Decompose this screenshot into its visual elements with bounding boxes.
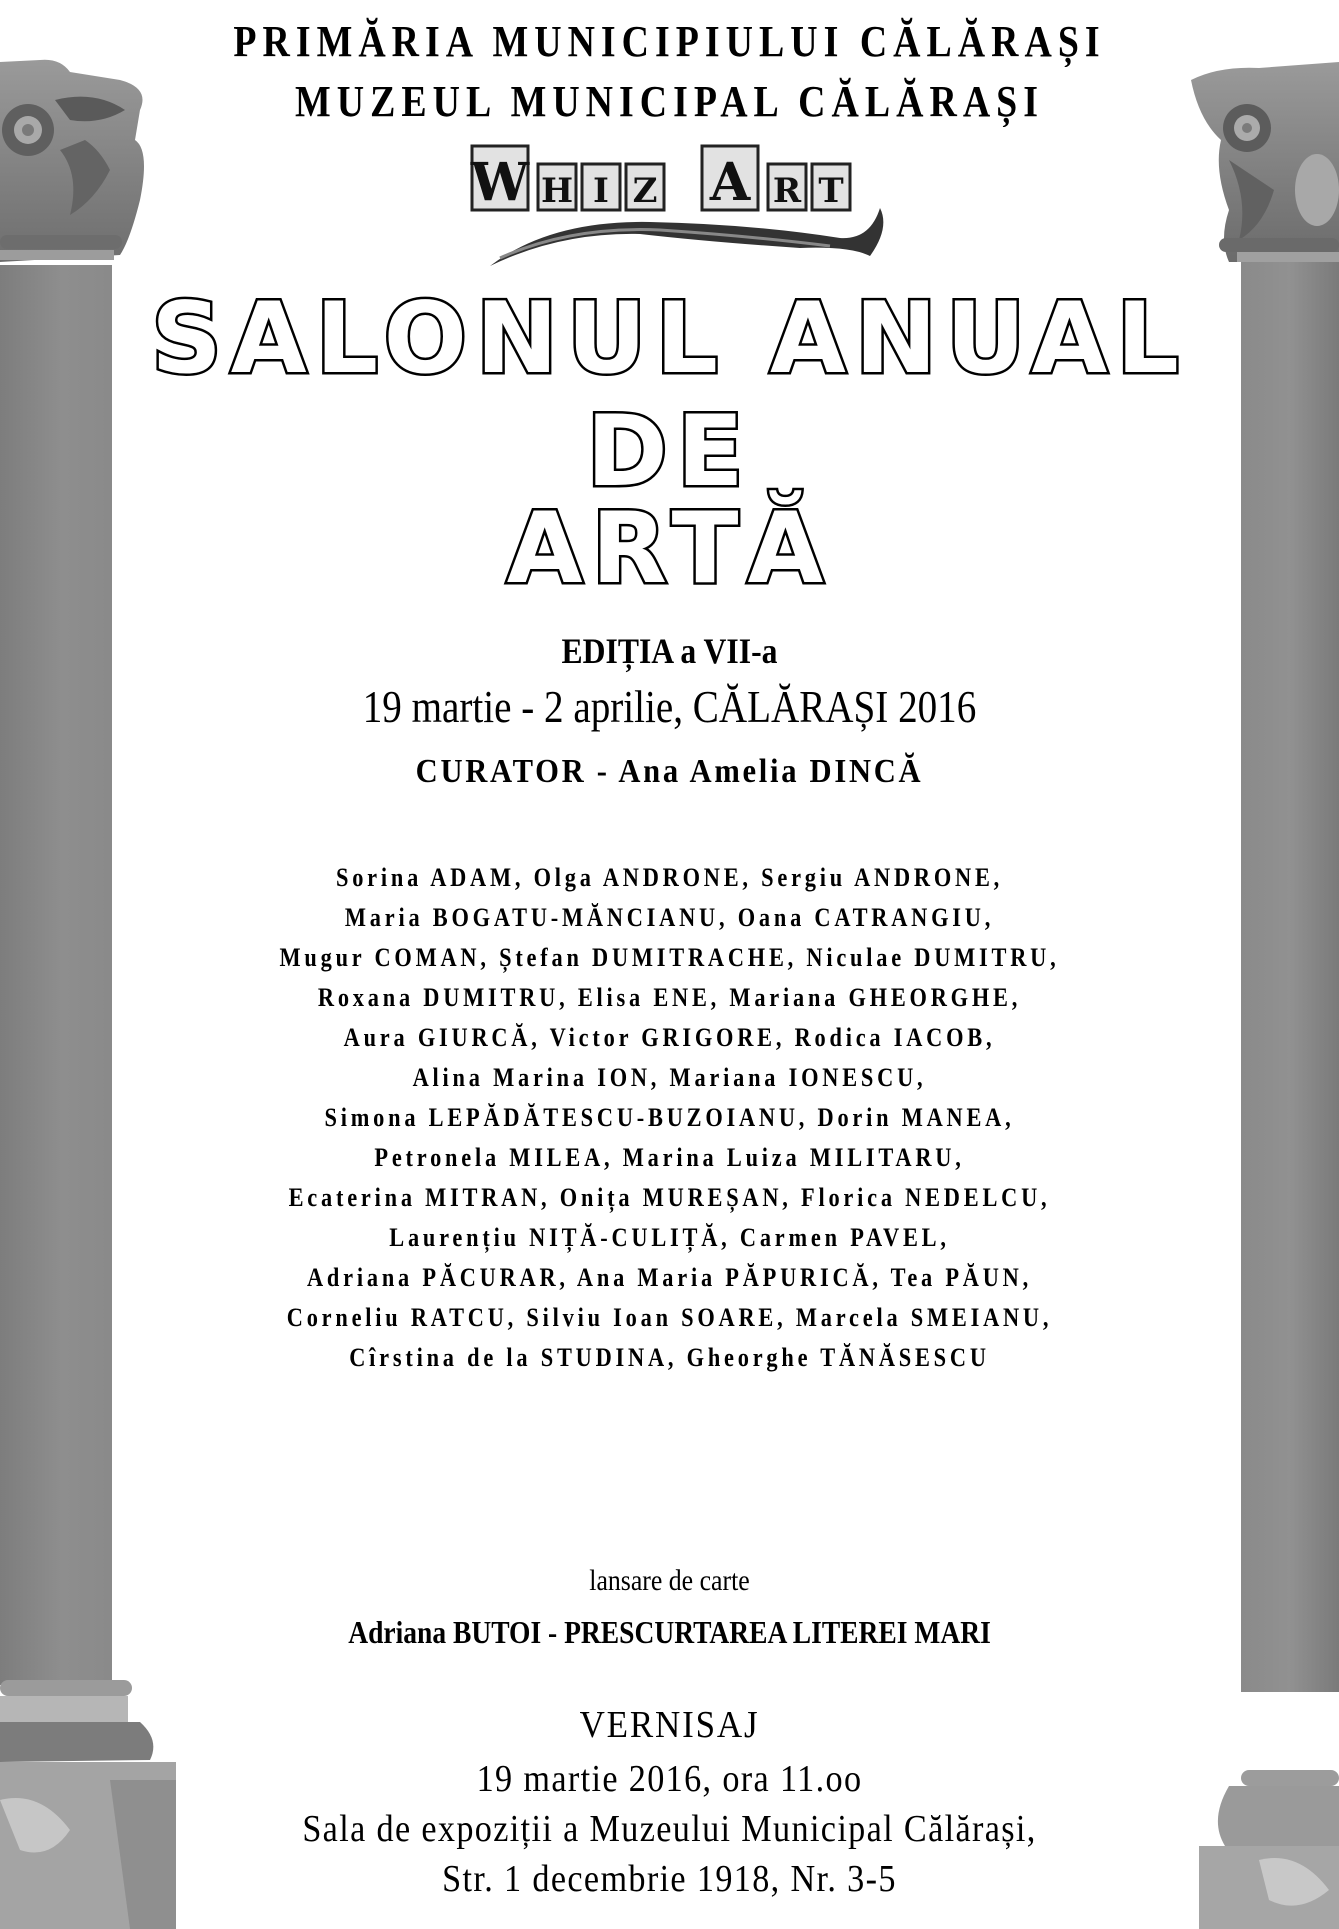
svg-text:A: A [709,152,751,213]
header-mayoralty: PRIMĂRIA MUNICIPIULUI CĂLĂRAȘI [233,17,1106,66]
svg-text:Z: Z [632,171,658,211]
vernisaj-address: Str. 1 decembrie 1918, Nr. 3-5 [442,1858,897,1900]
artist-line: Adriana PĂCURAR, Ana Maria PĂPURICĂ, Tea PĂUN, [306,1263,1032,1292]
artist-line: Aura GIURCĂ, Victor GRIGORE, Rodica IACOB, [343,1023,996,1052]
svg-text:I: I [593,171,609,211]
svg-text:T: T [818,171,844,211]
artist-line: Ecaterina MITRAN, Onița MUREȘAN, Florica NEDELCU, [288,1183,1051,1212]
artist-line: Mugur COMAN, Ștefan DUMITRACHE, Niculae DUMITRU, [279,943,1060,972]
artist-line: Petronela MILEA, Marina Luiza MILITARU, [374,1143,965,1172]
artist-list [0,858,1339,1378]
svg-text:H: H [540,171,574,211]
vernisaj-date: 19 martie 2016, ora 11.oo [476,1758,863,1800]
vernisaj-heading: VERNISAJ [579,1704,760,1746]
title-line-2: DE [586,395,753,509]
book-launch-title: Adriana BUTOI - PRESCURTAREA LITEREI MARI [348,1614,991,1650]
artist-line: Alina Marina ION, Mariana IONESCU, [412,1063,927,1092]
artist-line: Cîrstina de la STUDINA, Gheorghe TĂNĂSESCU [349,1343,990,1372]
title-line-1: SALONUL ANUAL [151,282,1188,396]
artist-line: Roxana DUMITRU, Elisa ENE, Mariana GHEORGHE, [317,983,1022,1012]
vernisaj-place: Sala de expoziții a Muzeului Municipal Călărași, [302,1808,1037,1850]
exhibition-dates: 19 martie - 2 aprilie, CĂLĂRAȘI 2016 [362,681,977,732]
svg-text:W: W [470,152,530,213]
whiz-art-logo [470,138,890,268]
book-launch-label: lansare de carte [589,1564,750,1597]
artist-line: Laurențiu NIȚĂ-CULIȚĂ, Carmen PAVEL, [389,1223,950,1252]
title-line-3: ARTĂ [506,492,833,606]
header-museum: MUZEUL MUNICIPAL CĂLĂRAȘI [294,77,1044,126]
curator: CURATOR - Ana Amelia DINCĂ [415,753,924,790]
artist-line: Maria BOGATU-MĂNCIANU, Oana CATRANGIU, [344,903,995,932]
artist-line: Simona LEPĂDĂTESCU-BUZOIANU, Dorin MANEA, [324,1103,1015,1132]
artist-line: Corneliu RATCU, Silviu Ioan SOARE, Marcela SMEIANU, [286,1303,1053,1332]
svg-text:R: R [772,171,802,211]
edition: EDIȚIA a VII-a [561,631,778,671]
artist-line: Sorina ADAM, Olga ANDRONE, Sergiu ANDRONE, [335,863,1004,892]
